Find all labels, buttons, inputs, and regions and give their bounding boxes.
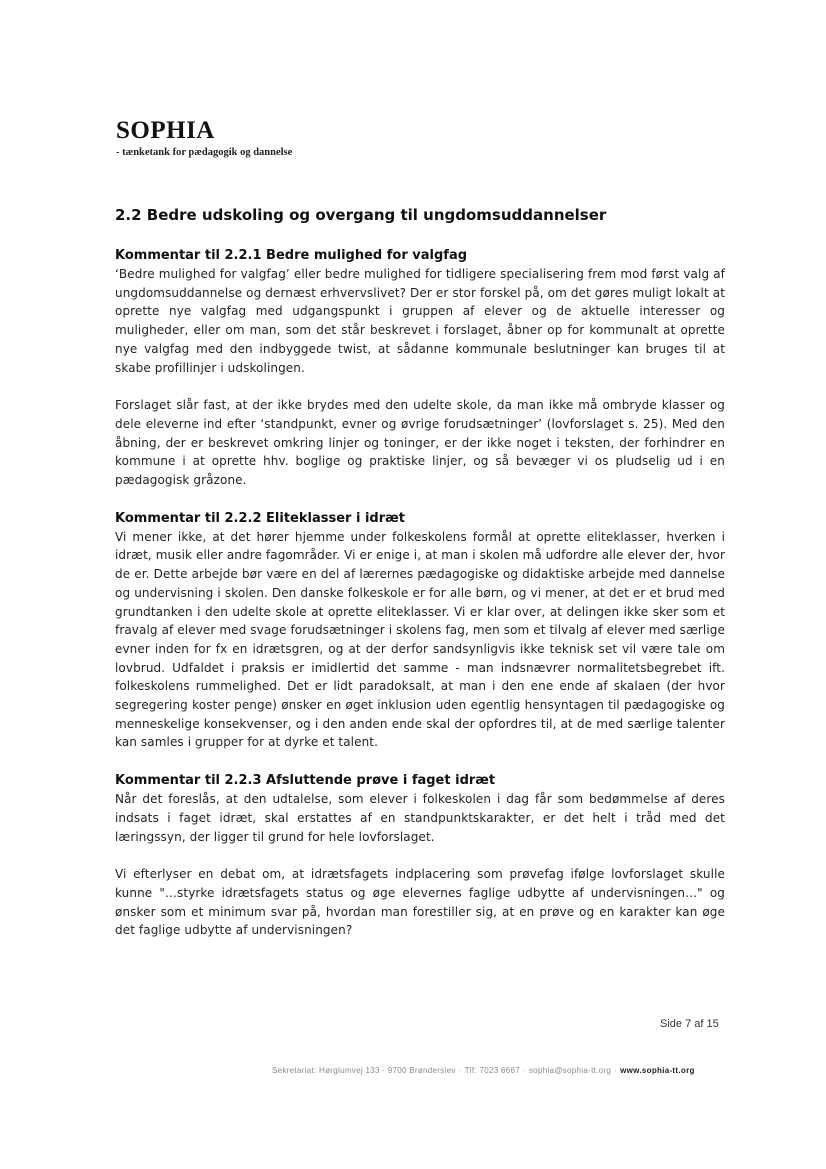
comment-paragraph: Forslaget slår fast, at der ikke brydes med den udelte skole, da man ikke må ombryde klasser og dele eleverne ind efter ‘standpunkt, evner og øvrige forudsætninger’ (lovforslaget s. 25). Med den åbning, der er beskrevet omkring linjer og toninger, er der ikke noget i teksten, der forhindrer en kommune i at oprette hhv. boglige og praktiske linjer, og så bevæger vi os pludselig ud i en pædagogisk gråzone.: [115, 398, 725, 488]
footer-email[interactable]: sophia@sophia-tt.org: [528, 1066, 612, 1075]
comment-paragraph: Når det foreslås, at den udtalelse, som elever i folkeskolen i dag får som bedømmelse af deres indsats i faget idræt, skal erstattes af en standpunktskarakter, er det helt i tråd med det læringssyn, der ligger til grund for hele lovforslaget.: [115, 792, 725, 844]
logo-tagline: - tænketank for pædagogik og dannelse: [116, 147, 293, 158]
logo-name: SOPHIA: [116, 117, 215, 144]
comment-paragraph: ‘Bedre mulighed for valgfag’ eller bedre mulighed for tidligere specialisering frem mod først valg af ungdomsuddannelse og dernæst erhvervslivet? Der er stor forskel på, om det gøres muligt lokalt at oprette nye valgfag med udgangspunkt i gruppen af elever og de aktuelle interesser og muligheder, eller om man, som det står beskrevet i forslaget, åbner op for kommunalt at oprette nye valgfag med den indbyggede twist, at sådanne kommunale beslutninger kan bruges til at skabe profillinjer i udskolingen.: [115, 267, 725, 375]
comment-heading-2-2-2: Kommentar til 2.2.2 Eliteklasser i idræt: [115, 510, 405, 526]
comment-paragraph: Vi efterlyser en debat om, at idrætsfagets indplacering som prøvefag ifølge lovforslaget skulle kunne "…styrke idrætsfagets status og øge elevernes faglige udbytte af undervisningen…" og ønsker som et minimum svar på, hvordan man forestiller sig, at en prøve og en karakter kan øge det faglige udbytte af undervisningen?: [115, 867, 725, 938]
page-footer: Sekretariat: Hørglumvej 133 · 9700 Brønderslev · Tlf: 7023 6667 · sophia@sophia-tt.org · www.sophia-tt.org: [272, 1066, 695, 1075]
document-body: [115, 204, 725, 940]
page-number: Side 7 af 15: [660, 1018, 719, 1030]
footer-phone: Tlf: 7023 6667: [464, 1066, 520, 1075]
comment-paragraph: Vi mener ikke, at det hører hjemme under folkeskolens formål at oprette eliteklasser, hverken i idræt, musik eller andre fagområder. Vi er enige i, at man i skolen må udfordre alle elever der, hvor de er. Dette arbejde bør være en del af lærernes pædagogiske og didaktiske arbejde med dannelse og undervisning i skolen. Den danske folkeskole er for alle børn, og vi mener, at det er et brud med grundtanken i den udelte skole at oprette eliteklasser. Vi er klar over, at delingen ikke sker som et fravalg af elever med svage forudsætninger i skolens fag, men som et tilvalg af elever med særlige evner inden for fx en idrætsgren, og at der derfor sandsynligvis ikke teknisk set vil være tale om lovbrud. Udfaldet i praksis er imidlertid det samme - man indsnævrer normalitetsbegrebet ift. folkeskolens rummelighed. Det er lidt paradoksalt, at man i den ene ende af skalaen (der hvor segregering koster penge) ønsker en øget inklusion uden egentlig hensyntagen til pædagogiske og menneskelige konsekvenser, og i den anden ende skal der opfordres til, at de med særlige talenter kan samles i grupper for at dyrke et talent.: [115, 529, 725, 750]
footer-address: Sekretariat: Hørglumvej 133 · 9700 Brønderslev: [272, 1066, 456, 1075]
comment-heading-2-2-1: Kommentar til 2.2.1 Bedre mulighed for valgfag: [115, 248, 468, 263]
footer-website-link[interactable]: www.sophia-tt.org: [620, 1066, 695, 1075]
section-title: 2.2 Bedre udskoling og overgang til ungdomsuddannelser: [115, 206, 607, 224]
comment-heading-2-2-3: Kommentar til 2.2.3 Afsluttende prøve i faget idræt: [115, 773, 496, 789]
sophia-logo: [116, 116, 292, 158]
